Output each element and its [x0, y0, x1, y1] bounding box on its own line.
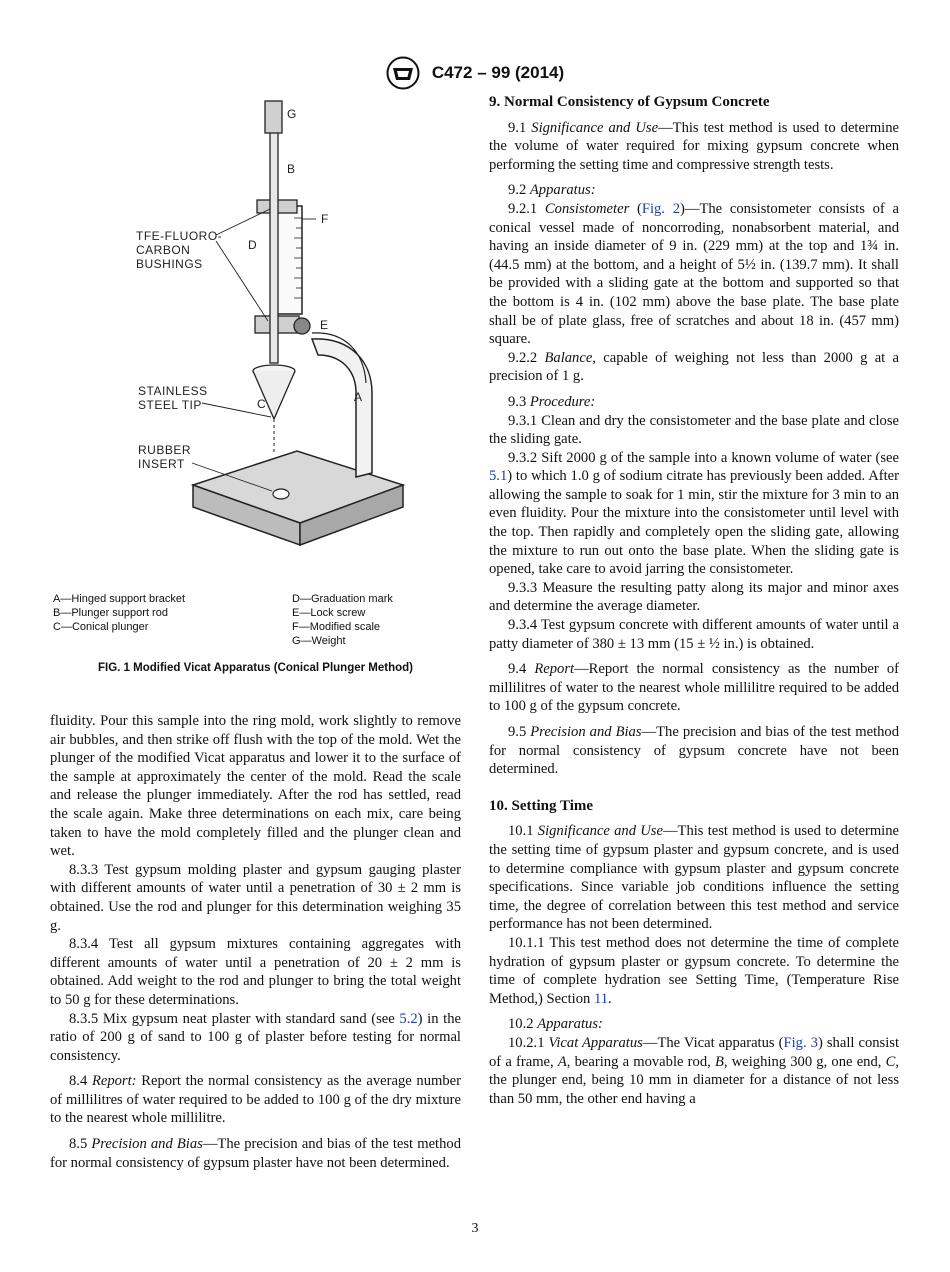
label-tfe-1: TFE-FLUORO-: [136, 229, 223, 243]
legend-item: F—Modified scale: [292, 621, 381, 633]
legend-item: B—Plunger support rod: [53, 607, 168, 619]
section-10-heading: 10. Setting Time: [489, 797, 594, 814]
paragraph-9-3-3: 9.3.3 Measure the resulting patty along its major and minor axes and determine the average diameter.: [489, 579, 899, 615]
figure-legend-left: [53, 592, 185, 634]
paragraph-10-2: 10.2 Apparatus:: [508, 1016, 603, 1033]
page-header: [0, 56, 950, 90]
figure-1-vicat-apparatus: [50, 93, 461, 603]
paragraph-9-1: 9.1 Significance and Use—This test method is used to determine the volume of water required for mixing gypsum concrete when performing the setting time and compressive strength tests.: [489, 119, 899, 173]
paragraph-8-4: 8.4 Report: Report the normal consistency as the average number of millilitres of water required to be added to 100 g of the dry mixture to the nearest whole millilitre.: [50, 1073, 461, 1127]
legend-item: A—Hinged support bracket: [53, 593, 186, 605]
paragraph-10-1: 10.1 Significance and Use—This test method is used to determine the setting time of gypsum plaster and gypsum concrete, and is used to determine compliance with gypsum plaster and gypsum concrete specifications. Since variable job conditions influence the setting time, the degree of correlation between this test method and service performance has not been determined.: [489, 823, 900, 933]
figure-caption: FIG. 1 Modified Vicat Apparatus (Conical Plunger Method): [98, 662, 413, 674]
paragraph-8-3-4: 8.3.4 Test all gypsum mixtures containing aggregates with different amounts of water until a penetration of 20 ± 2 mm is obtained. Add weight to the rod and plunger to bring the total weight to 50 g for these determinations.: [50, 936, 461, 1008]
paragraph-9-2-1: 9.2.1 Consistometer (Fig. 2)—The consistometer consists of a conical vessel made of noncorroding, nonabsorbent material, and having an inside diameter of 9 in. (229 mm) at the top and 1¾ in. (44.5 mm) at the bottom, and a height of 5½ in. (139.7 mm). It shall be provided with a sliding gate at the bottom and supported so that the bottom is 4 in. (102 mm) above the base plate. The base plate shall be of plate glass, free of scratches and about 18 in. (457 mm) square.: [489, 200, 899, 348]
link-section-5-1[interactable]: 5.1: [489, 468, 508, 485]
paragraph-9-3: 9.3 Procedure:: [508, 393, 596, 410]
label-g: G: [287, 107, 297, 121]
legend-item: E—Lock screw: [292, 607, 366, 619]
label-rubber-2: INSERT: [138, 457, 185, 471]
vicat-apparatus-drawing: [50, 93, 461, 593]
paragraph-9-2: 9.2 Apparatus:: [508, 182, 596, 199]
legend-item: D—Graduation mark: [292, 593, 393, 605]
right-column: [489, 93, 899, 1108]
standard-designation: C472 – 99 (2014): [431, 63, 565, 82]
legend-item: C—Conical plunger: [53, 621, 149, 633]
paragraph-9-5: 9.5 Precision and Bias—The precision and bias of the test method for normal consistency of gypsum concrete have not been determined.: [489, 724, 900, 778]
label-a: A: [354, 390, 363, 404]
section-9-heading: 9. Normal Consistency of Gypsum Concrete: [489, 94, 770, 110]
label-tfe-2: CARBON: [136, 243, 191, 257]
figure-legend-right: [292, 592, 393, 648]
label-c: C: [257, 397, 267, 411]
paragraph-10-1-1: 10.1.1 This test method does not determine the time of complete hydration of gypsum plaster or gypsum concrete. To determine the time of complete hydration see Setting Time, (Temperature Rise Method,) Section 11.: [489, 934, 899, 1007]
link-fig-2[interactable]: Fig. 2: [641, 200, 680, 217]
link-section-11[interactable]: 11: [593, 990, 609, 1007]
label-d: D: [248, 238, 258, 252]
link-section-5-2[interactable]: 5.2: [399, 1010, 418, 1027]
paragraph-10-2-1: 10.2.1 Vicat Apparatus—The Vicat apparatus (Fig. 3) shall consist of a frame, A, bearing a movable rod, B, weighing 300 g, one end, C, the plunger end, being 10 mm in diameter for a distance of not less than 50 mm, the other end having a: [489, 1034, 900, 1107]
paragraph-8-3-5: 8.3.5 Mix gypsum neat plaster with standard sand (see 5.2) in the ratio of 200 g of sand to 100 g of plaster before testing for normal consistency.: [50, 1010, 461, 1064]
paragraph-9-3-2: 9.3.2 Sift 2000 g of the sample into a known volume of water (see 5.1) to which 1.0 g of sodium citrate has previously been added. After allowing the sample to soak for 1 min, stir the mixture for 3 min to an even fluidity. Pour the mixture into the consistometer until level with the top. Then rapidly and completely open the sliding gate, allowing the mixture to run out onto the base plate. When the sliding gate is opened, take care to avoid jarring the consistometer.: [489, 449, 899, 578]
left-column: [50, 712, 461, 1172]
label-f: F: [321, 212, 329, 226]
label-tfe-3: BUSHINGS: [136, 257, 203, 271]
page-number: 3: [471, 1221, 479, 1236]
paragraph-9-3-1: 9.3.1 Clean and dry the consistometer and the base plate and close the sliding gate.: [489, 412, 899, 448]
link-fig-3[interactable]: Fig. 3: [783, 1034, 818, 1051]
label-b: B: [287, 162, 296, 176]
paragraph-continuation: fluidity. Pour this sample into the ring mold, work slightly to remove air bubbles, and then strike off flush with the top of the mold. Wet the plunger of the modified Vicat apparatus and lower it to the surface of the sample at approximately the center of the mold. Read the scale and release the plunger immediately. After the rod has settled, read the scale again. Make three determinations on each mix, care being taken to have the mold completely filled and the plunger clean and wet.: [50, 713, 461, 860]
paragraph-8-5: 8.5 Precision and Bias—The precision and bias of the test method for normal consistency of gypsum plaster have not been determined.: [50, 1136, 461, 1171]
astm-logo-icon: [386, 56, 420, 90]
label-steel-1: STAINLESS: [138, 384, 208, 398]
legend-item: G—Weight: [292, 635, 346, 647]
label-e: E: [320, 318, 329, 332]
label-steel-2: STEEL TIP: [138, 398, 202, 412]
paragraph-9-4: 9.4 Report—Report the normal consistency as the number of millilitres of water to the nearest whole millilitre required to be added to 100 g of the gypsum concrete.: [489, 661, 900, 715]
paragraph-9-3-4: 9.3.4 Test gypsum concrete with different amounts of water until a patty diameter of 380 ± 13 mm (15 ± ½ in.) is obtained.: [489, 617, 899, 652]
label-rubber-1: RUBBER: [138, 443, 192, 457]
paragraph-9-2-2: 9.2.2 Balance, capable of weighing not less than 2000 g at a precision of 1 g.: [489, 349, 900, 385]
paragraph-8-3-3: 8.3.3 Test gypsum molding plaster and gypsum gauging plaster with different amounts of water until a penetration of 30 ± 2 mm is obtained. Use the rod and plunger for this determination weighing 35 g.: [50, 861, 461, 934]
